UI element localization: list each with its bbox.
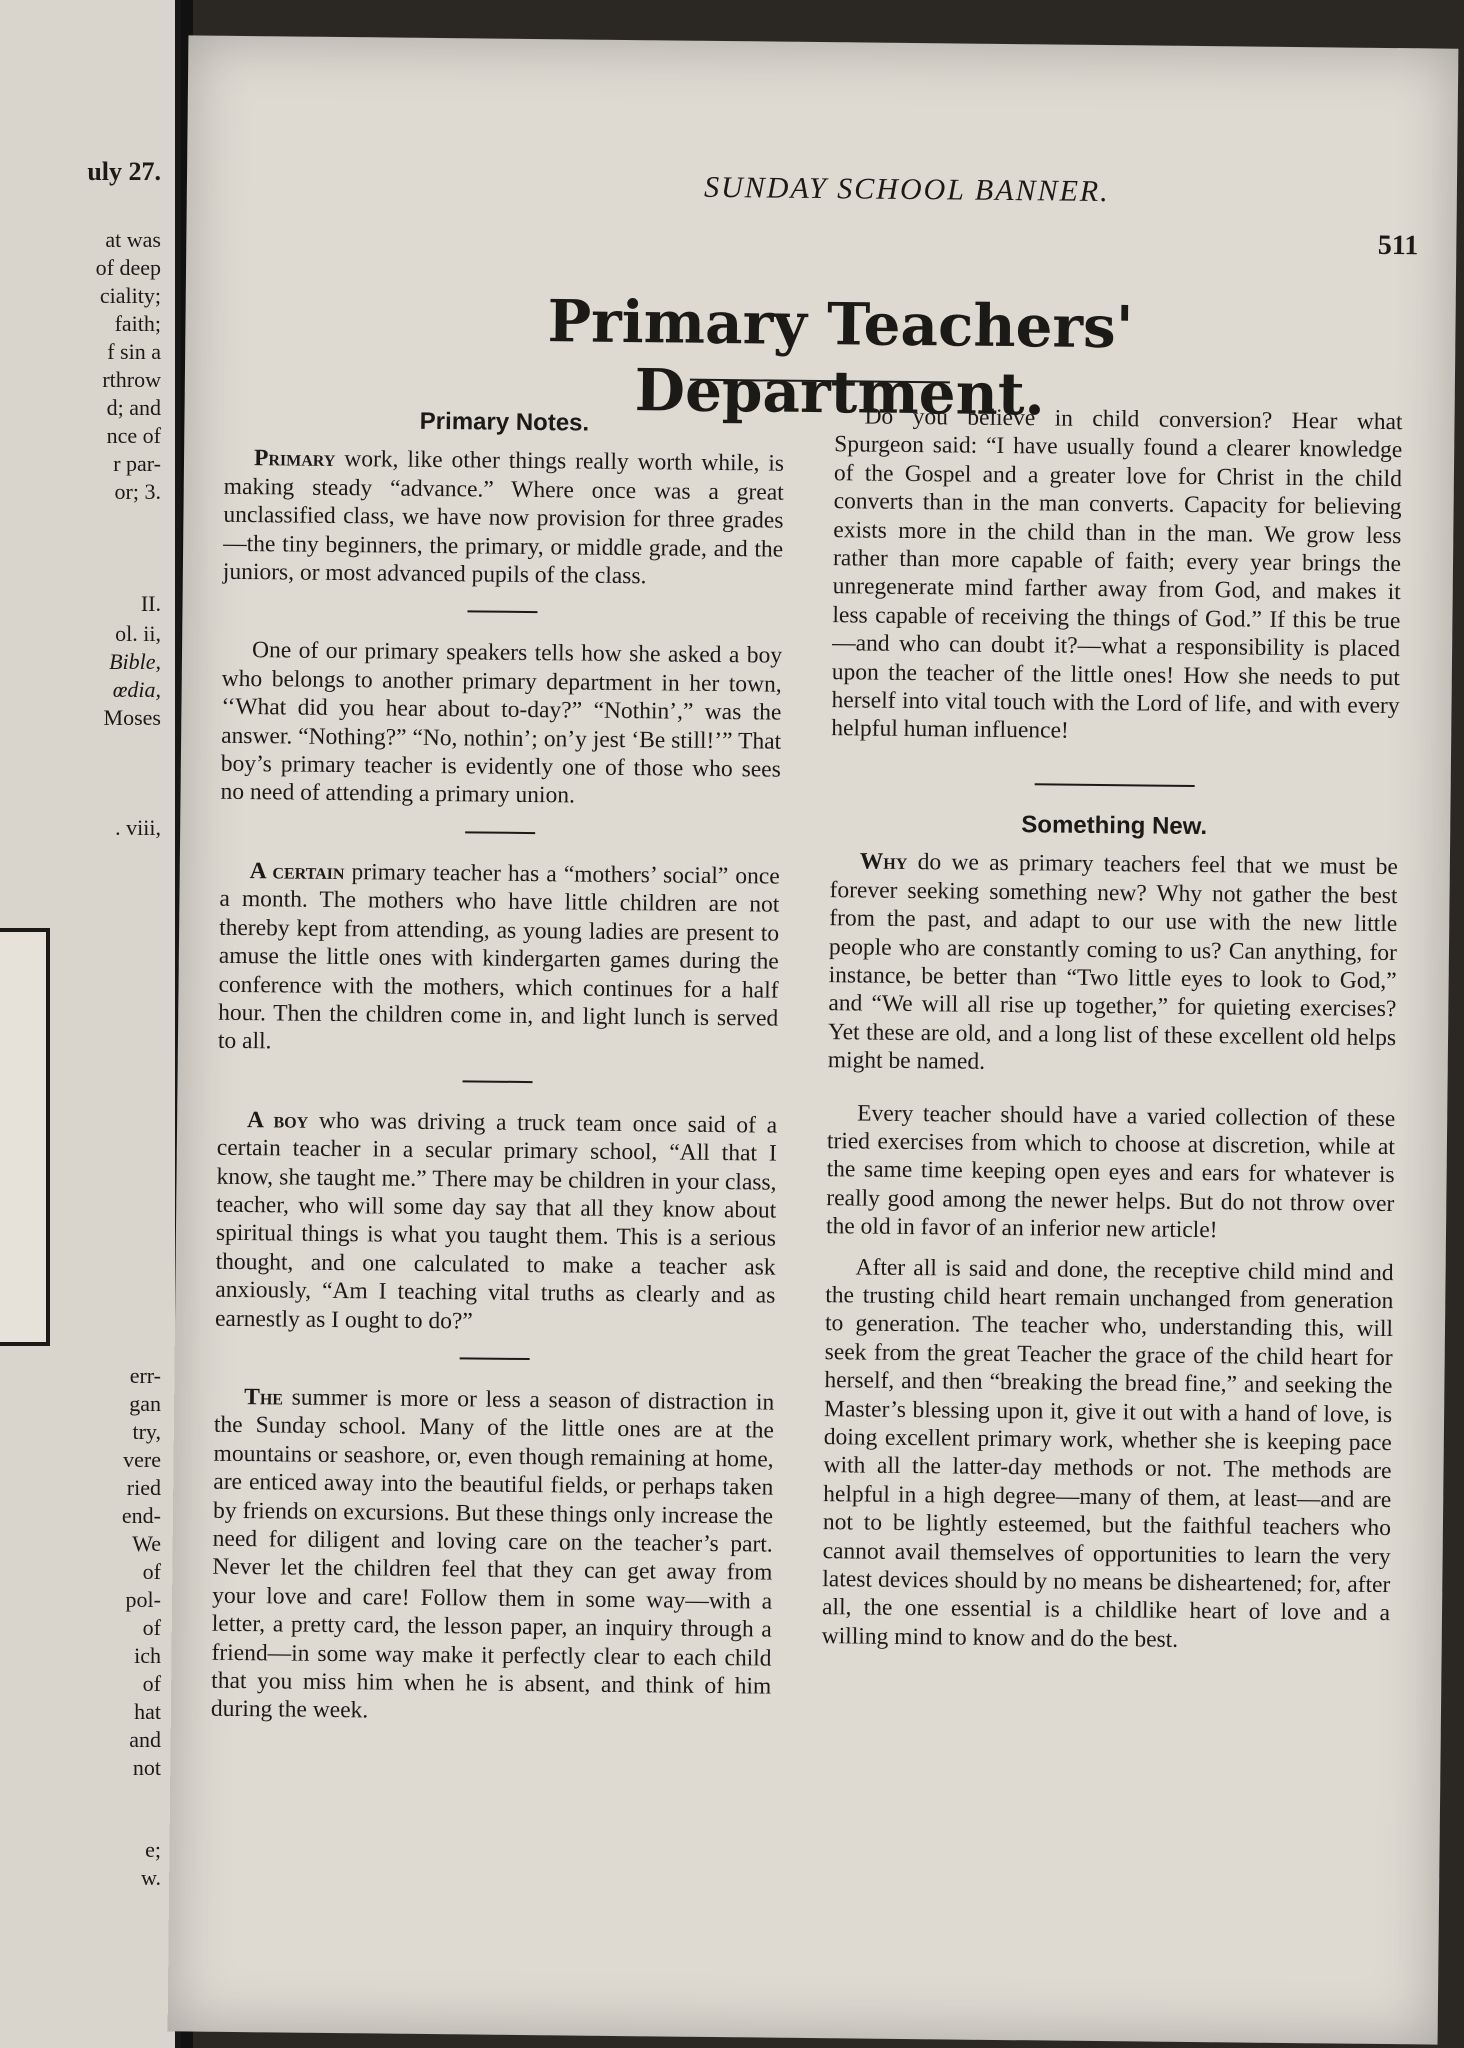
facing-page-fragment: and xyxy=(129,1727,161,1752)
facing-page-fragment: e; xyxy=(145,1837,161,1862)
facing-page-fragment: r par- xyxy=(113,451,161,476)
facing-page-fragment: faith; xyxy=(114,311,161,336)
lead-in: A boy xyxy=(246,1106,309,1134)
paragraph-text: work, like other things really worth while, is making steady “advance.” Where once was a great unclassified class, we have now provision for three grades—the tiny beginners, the primary, or middle grade, and the juniors, or most advanced pupils of the class. xyxy=(222,446,785,590)
paragraph-text: summer is more or less a season of distraction in the Sunday school. Many of the little ones are at the mountains or seashore, or, even though remaining at home, are enticed away into the beautiful fields, or perhaps taken by friends on excursions. But these things only increase the need for diligent and loving care on the teacher’s part. Never let the children feel that they can get away from your love and care! Follow them in some way—with a letter, a pretty card, the lesson paper, an inquiry through a friend—in some way make it perfectly clear to each child that you miss him when he is absent, and think of him during the week. xyxy=(210,1384,775,1724)
paragraph xyxy=(218,857,780,1062)
facing-page-fragment: uly 27. xyxy=(87,157,161,186)
facing-page-fragment: pol- xyxy=(125,1587,161,1612)
facing-page-fragment: of xyxy=(142,1671,161,1696)
lead-in: The xyxy=(244,1384,284,1411)
facing-page-fragment: ol. ii, xyxy=(115,621,161,646)
facing-page-fragment: not xyxy=(132,1755,161,1780)
lead-in: A certain xyxy=(249,857,345,885)
running-head: SUNDAY SCHOOL BANNER. xyxy=(703,170,1110,209)
paragraph-text: primary teacher has a “mothers’ social” once a month. The mothers who have little children are not thereby kept from attending, as young ladies are present to amuse the little ones with kindergarten games during the conference with the mothers, which continues for a half hour. Then the children come in, and light lunch is served to all. xyxy=(217,858,780,1055)
paragraph xyxy=(223,444,784,592)
facing-page-fragment: . viii, xyxy=(115,815,161,840)
facing-page-fragment: rthrow xyxy=(102,367,161,392)
facing-page-fragment: hat xyxy=(134,1699,161,1724)
facing-page-fragment: gan xyxy=(129,1391,161,1416)
paragraph xyxy=(828,847,1398,1080)
facing-page-fragment: or; 3. xyxy=(114,479,161,504)
facing-page-fragment: Moses xyxy=(103,705,161,730)
right-column xyxy=(822,402,1403,1656)
paragraph-text: who was driving a truck team once said of a certain teacher in a secular primary school, “All that I know, she taught me.” There may be children in your class, teacher, who will some day say that all they know about spiritual things is what you taught them. This is a serious thought, and one calculated to make a teacher ask anxiously, “Am I teaching vital truths as clearly and as earnestly as I ought to do?” xyxy=(214,1107,778,1335)
facing-page-figure xyxy=(0,928,50,1346)
facing-page-fragment: end- xyxy=(121,1503,161,1528)
paragraph: Every teacher should have a varied collection of these tried exercises from which to choose at discretion, while at the same time keeping open eyes and ears for whatever is really good among the newer helps. But do not throw over the old in favor of an inferior new article! xyxy=(825,1099,1396,1244)
facing-page-fragment: We xyxy=(132,1531,161,1556)
facing-page-fragment: try, xyxy=(132,1419,161,1444)
facing-page-fragment: of deep xyxy=(95,255,161,280)
department-title: Primary Teachers' Department. xyxy=(547,287,1134,429)
paragraph: One of our primary speakers tells how she asked a boy who belongs to another primary department in her town, ‘‘What did you hear about to-day?” “Nothin’,” was the answer. “Nothing?” “No, nothin’; on’y jest ‘Be still!’” That boy’s primary teacher is evidently one of those who sees no need of attending a primary union. xyxy=(220,637,783,809)
section-title-primary-notes: Primary Notes. xyxy=(419,407,590,437)
facing-page-fragment: err- xyxy=(129,1363,161,1388)
facing-page-fragment: Bible, xyxy=(109,649,161,674)
section-divider xyxy=(467,611,537,614)
paragraph: Do you believe in child conversion? Hear what Spurgeon said: “I have usually found a clearer knowledge of the Gospel and a greater love for Christ in the child converts than in the man converts. Capacity for believing exists more in the child than in the man. We grow less rather than more capable of faith; every year brings the unregenerate mind farther away from God, and makes it less capable of receiving the things of God.” If this be true—and who can doubt it?—what a responsibility is placed upon the teacher of the little ones! How she needs to put herself into vital touch with the Lord of life, and with every helpful human influence! xyxy=(831,403,1403,745)
section-divider xyxy=(465,831,535,834)
section-divider xyxy=(463,1080,533,1083)
paragraph-text: do we as primary teachers feel that we must be forever seeking something new? Why not gather the best from the past, and adapt to our use with the new little people who are constantly coming to us? Can anything, for instance, be better than “Two little eyes to look to God,” and “We will all rise up together,” for quieting exercises? Yet these are old, and a long list of these excellent old helps might be named. xyxy=(827,849,1398,1075)
magazine-page xyxy=(168,35,1459,2044)
facing-page-fragment: d; and xyxy=(106,395,161,420)
lead-in: Why xyxy=(859,848,908,876)
facing-page-fragment: ciality; xyxy=(99,283,161,308)
paragraph: After all is said and done, the receptive child mind and the trusting child heart remain unchanged from generation to generation. The teacher who, understanding this, will seek from the great Teacher the grace of the child heart for herself, and then “breaking the bread fine,” and seeking the Master’s blessing upon it, give it out with a hand of love, is doing excellent primary work, whether she is keeping pace with all the latter-day methods or not. The methods are helpful in a high degree—many of them, at least—and are not to be lightly esteemed, but the faithful teachers who cannot avail themselves of opportunities to learn the very latest devices should by no means be disheartened; for, after all, the one essential is a childlike heart of love and a willing mind to know and do the best. xyxy=(821,1254,1394,1653)
paragraph xyxy=(211,1383,775,1730)
facing-page xyxy=(0,0,181,2048)
facing-page-fragment: nce of xyxy=(106,423,161,448)
facing-page-fragment: of xyxy=(142,1559,161,1584)
facing-page-fragment: ich xyxy=(134,1643,161,1668)
facing-page-fragment: at was xyxy=(105,227,161,252)
facing-page-fragment: ried xyxy=(126,1475,161,1500)
left-column xyxy=(211,406,785,1730)
facing-page-fragment: œdia, xyxy=(112,677,161,702)
facing-page-fragment: II. xyxy=(140,591,161,616)
section-title-something-new: Something New. xyxy=(1021,811,1208,840)
facing-page-fragment: vere xyxy=(123,1447,161,1472)
facing-page-fragment: of xyxy=(142,1615,161,1640)
lead-in: Primary xyxy=(253,445,336,473)
facing-page-fragment: w. xyxy=(141,1865,161,1890)
facing-page-fragment: f sin a xyxy=(107,339,161,364)
section-divider xyxy=(1035,783,1195,787)
paragraph xyxy=(215,1105,777,1338)
page-number: 511 xyxy=(1377,229,1419,262)
section-divider xyxy=(460,1357,530,1360)
